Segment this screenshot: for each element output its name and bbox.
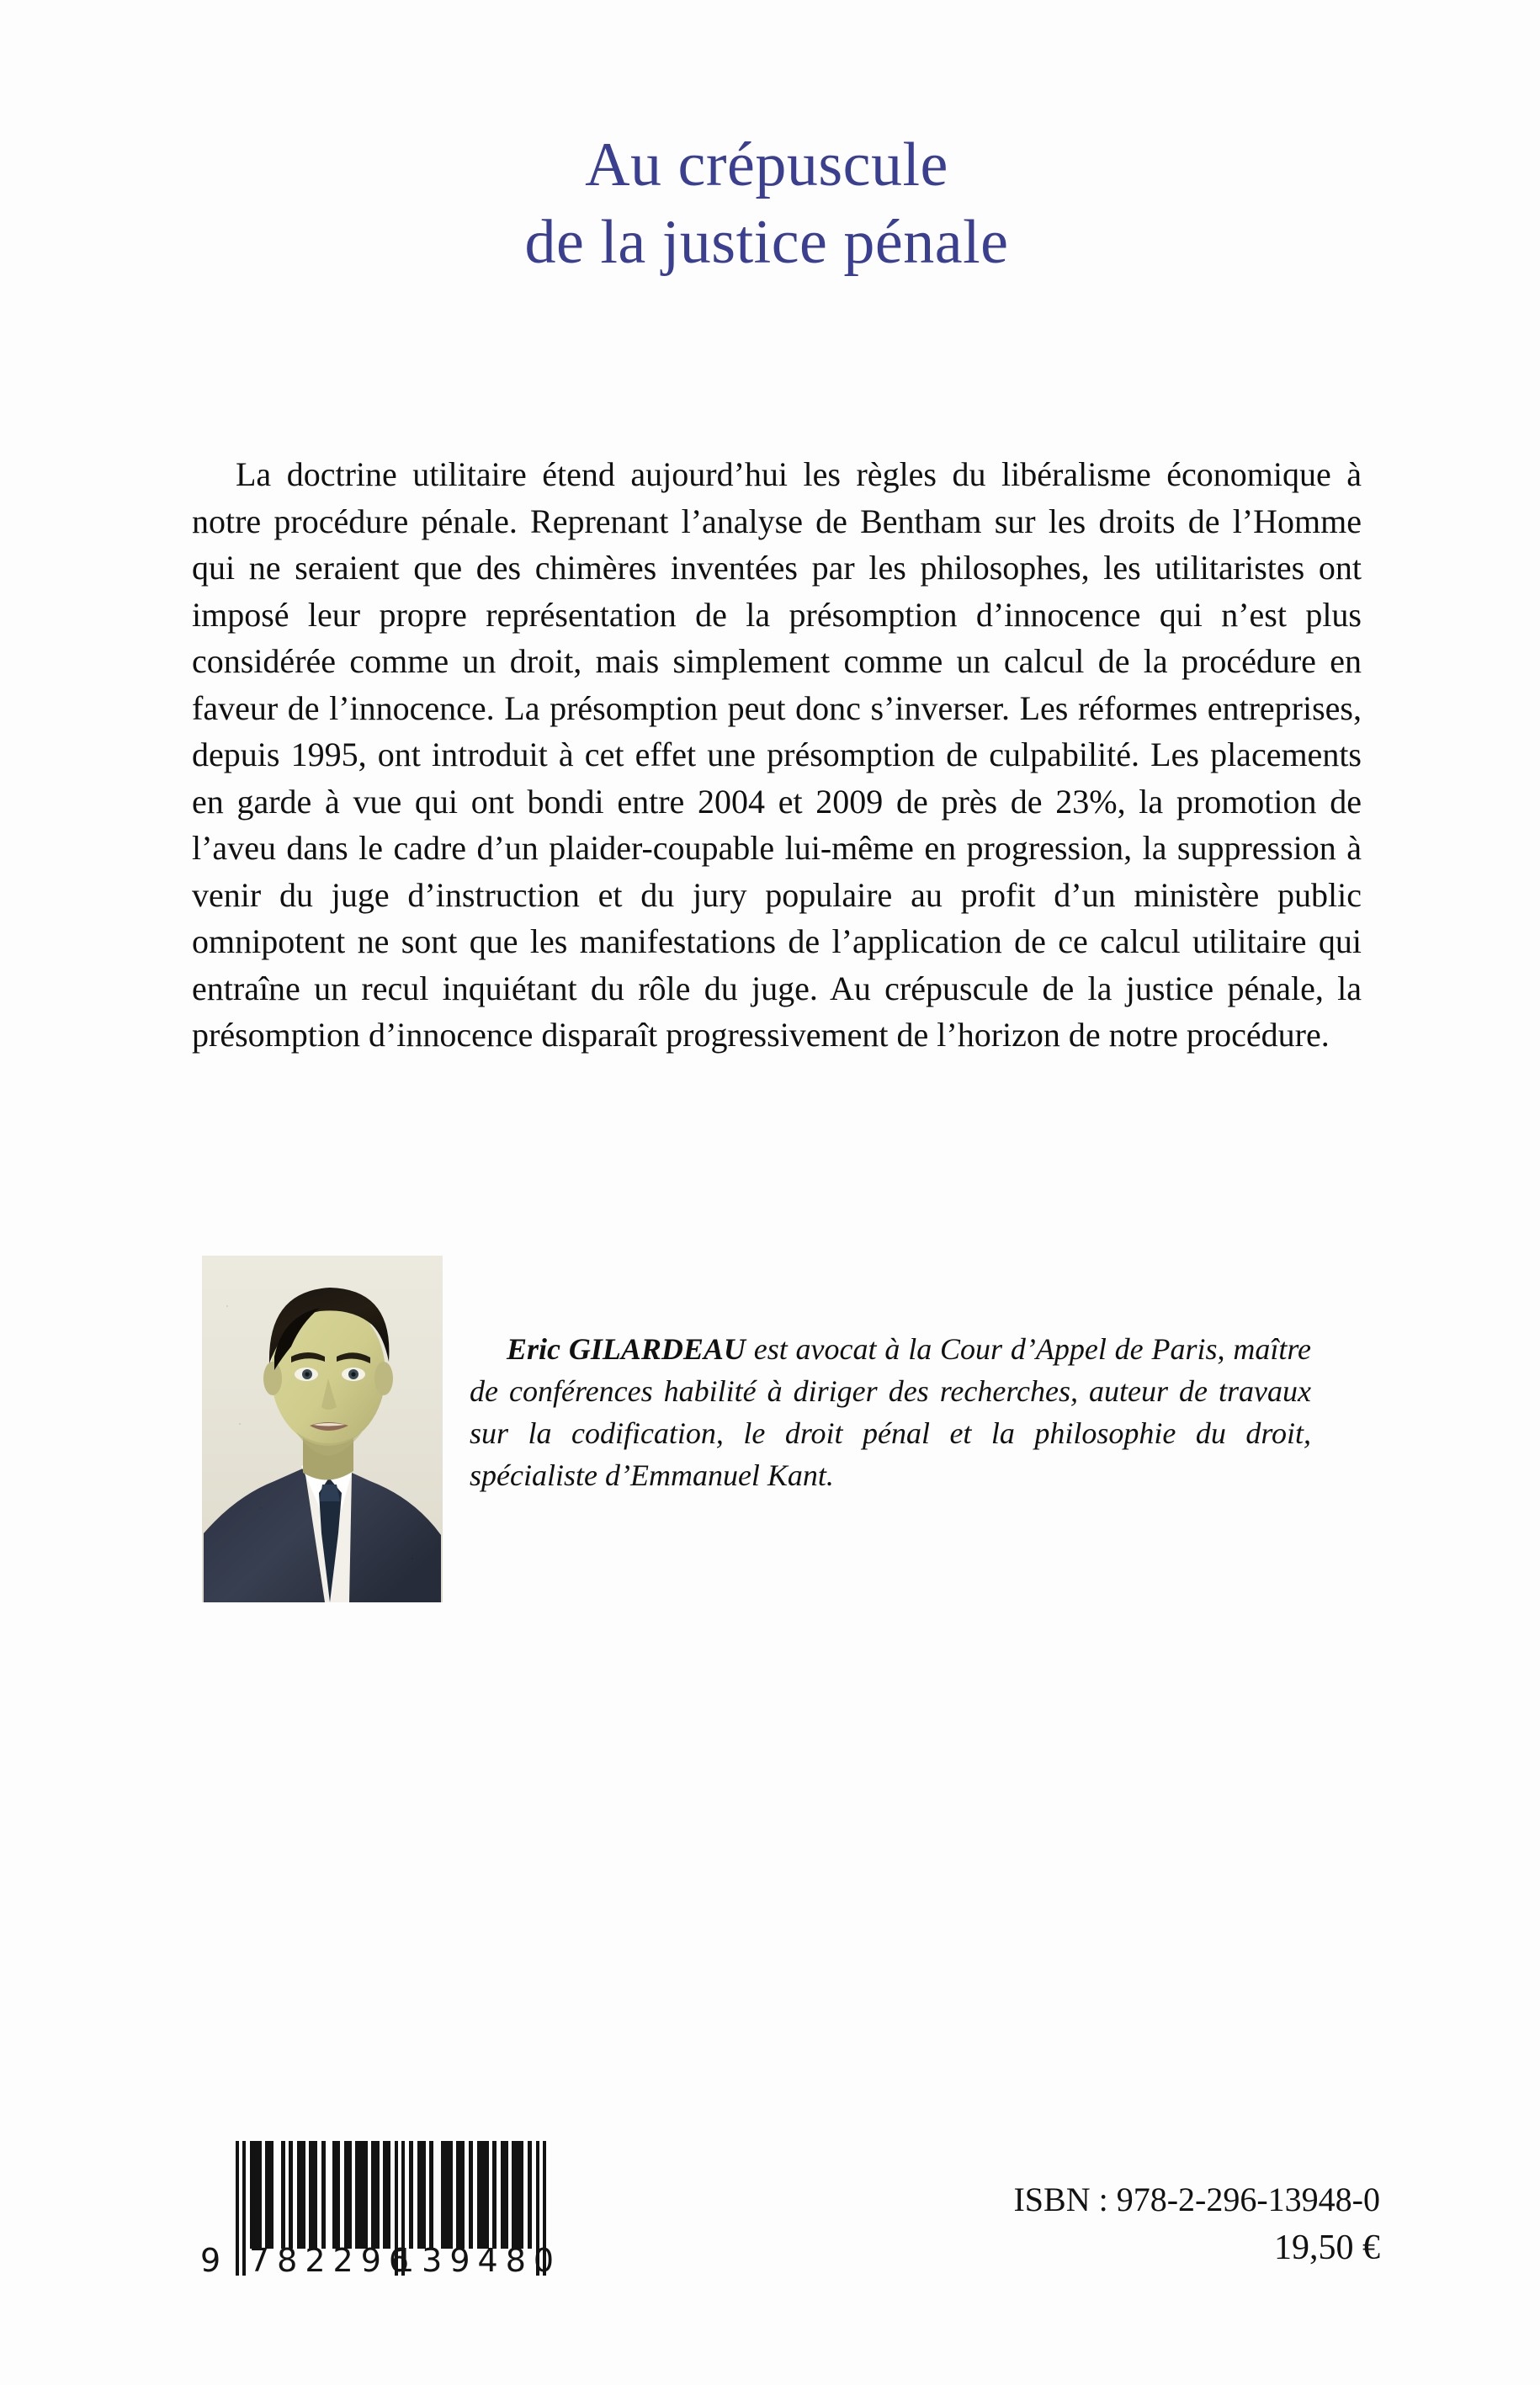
author-name: Eric GILARDEAU xyxy=(507,1332,746,1366)
blurb-paragraph xyxy=(192,451,1362,1059)
title-line-2: de la justice pénale xyxy=(524,208,1009,277)
barcode-right-group: 139480 xyxy=(394,2242,562,2279)
author-portrait-image xyxy=(202,1256,443,1602)
author-photo xyxy=(202,1256,443,1602)
author-bio xyxy=(470,1328,1311,1496)
barcode xyxy=(200,2114,571,2279)
barcode-lead-digit: 9 xyxy=(200,2242,222,2279)
book-title xyxy=(0,126,1540,281)
barcode-bars xyxy=(236,2141,546,2249)
title-line-1: Au crépuscule xyxy=(585,130,948,199)
author-bio-text: est avocat à la Cour d’Appel de Paris, maître de conférences habilité à diriger des recherches, auteur de travaux sur la codification, le droit pénal et la philosophie du droit, spécialiste d’Emmanuel Kant. xyxy=(470,1332,1312,1492)
isbn: ISBN : 978-2-296-13948-0 xyxy=(1013,2180,1380,2218)
barcode-digits xyxy=(200,2242,571,2279)
barcode-left-group: 782296 xyxy=(249,2242,417,2279)
blurb-text: La doctrine utilitaire étend aujourd’hui les règles du libéralisme économique à notre procédure pénale. Reprenant l’analyse de Bentham sur les droits de l’Homme qui ne seraient que des chimères inventées par les philosophes, les utilitaristes ont imposé leur propre représentation de la présomption d’innocence qui n’est plus considérée comme un droit, mais simplement comme un calcul de la procédure en faveur de l’innocence. La présomption peut donc s’inverser. Les réformes entreprises, depuis 1995, ont introduit à cet effet une présomption de culpabilité. Les placements en garde à vue qui ont bondi entre 2004 et 2009 de près de 23%, la promotion de l’aveu dans le cadre d’un plaider-coupable lui-même en progression, la suppression à venir du juge d’instruction et du jury populaire au profit d’un ministère public omnipotent ne sont que les manifestations de l’application de ce calcul utilitaire qui entraîne un recul inquiétant du rôle du juge. Au crépuscule de la justice pénale, la présomption d’innocence disparaît progressivement de l’horizon de notre procédure. xyxy=(192,455,1362,1054)
isbn-price-block xyxy=(1013,2176,1380,2272)
price: 19,50 € xyxy=(1274,2228,1380,2267)
